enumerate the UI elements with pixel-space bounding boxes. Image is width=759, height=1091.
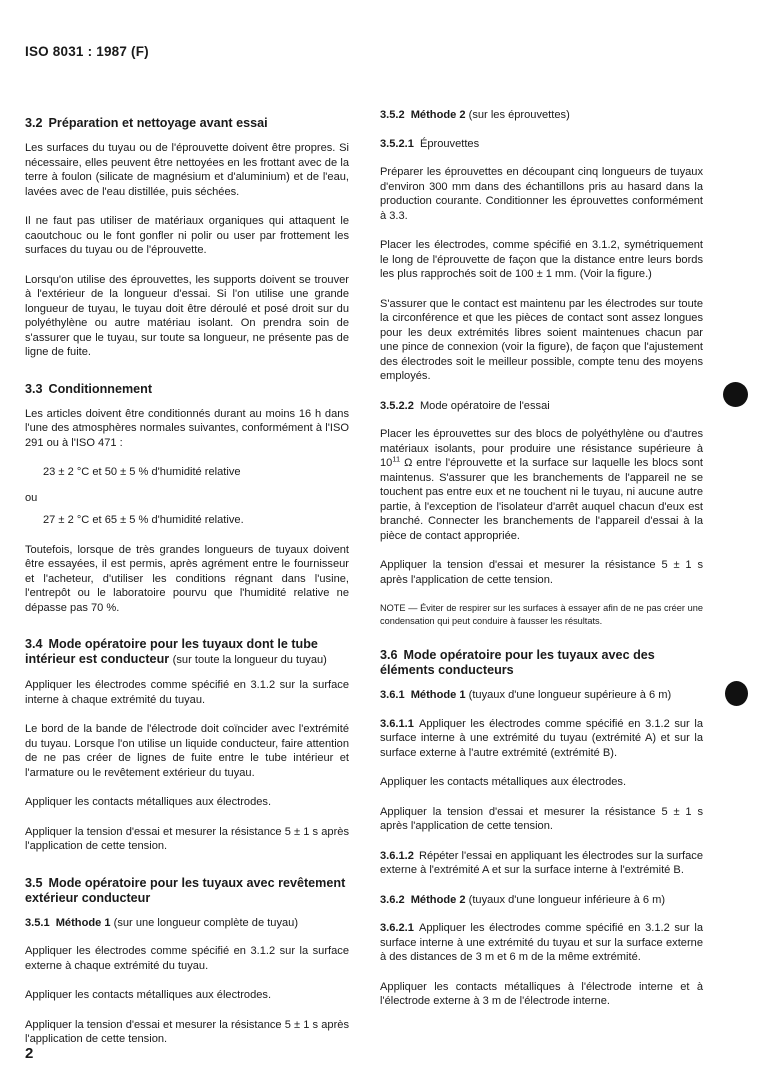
condition-or: ou — [25, 491, 38, 504]
paragraph: Le bord de la bande de l'électrode doit coïncider avec l'extrémité du tuyau. Lorsque l'on utilise un liquide conducteur, faire attention de ne pas créer de lignes de fuite entre le tube intérieur et l'armature ou le revêtement extérieur du tuyau. — [25, 723, 349, 779]
condition-2: 27 ± 2 °C et 65 ± 5 % d'humidité relative. — [43, 514, 244, 526]
subsection-number: 3.6.1.1 — [380, 717, 414, 730]
paragraph: Les articles doivent être conditionnés durant au moins 16 h dans l'une des atmosphères normales suivantes, conformément à l'ISO 291 ou à l'ISO 471 : — [25, 407, 349, 449]
section-title: Conditionnement — [48, 381, 153, 396]
paragraph: S'assurer que le contact est maintenu par les électrodes sur toute la circonférence et que les pièces de contact sont assez longues pour les deux extrémités libres soient maintenues chacun par une pince de connexion (voir la figure), de façon que l'ajustement des électrodes soit le meilleur possible, compte tenu des moyens employés. — [380, 297, 703, 382]
section-3-5-heading — [25, 876, 349, 906]
subsection-number: 3.6.1.2 — [380, 849, 414, 862]
subsection-number: 3.5.2 — [380, 109, 405, 121]
text-run: Appliquer les électrodes comme spécifié en 3.1.2 sur la surface interne à une extrémité du tuyau (extrémité A) et sur la surface externe à l'autre extrémité (extrémité B). — [380, 717, 703, 759]
subsection-label: Méthode 2 — [410, 893, 466, 906]
subsection-3-5-2-heading — [380, 108, 703, 123]
subsection-number: 3.5.2.1 — [380, 137, 414, 150]
subsection-number: 3.5.2.2 — [380, 399, 414, 412]
margin-mark-dot — [725, 681, 748, 706]
section-title: Mode opératoire pour les tuyaux avec des éléments conducteurs — [380, 648, 655, 677]
subsection-title: Mode opératoire de l'essai — [419, 399, 550, 412]
paragraph — [380, 427, 703, 543]
paragraph: Appliquer les électrodes comme spécifié en 3.1.2 sur la surface interne à chaque extrémité du tuyau. — [25, 679, 349, 706]
section-title: Mode opératoire pour les tuyaux dont le tube intérieur est conducteur — [25, 637, 318, 666]
subsection-qualifier: (sur les éprouvettes) — [468, 109, 570, 121]
document-header: ISO 8031 : 1987 (F) — [25, 44, 149, 59]
text-run: Appliquer les électrodes comme spécifié en 3.1.2 sur la surface interne à une extrémité du tuyau et sur la surface externe à des distances de 3 m et 6 m de la même extrémité. — [380, 922, 703, 963]
paragraph: Appliquer les contacts métalliques à l'électrode interne et à l'électrode externe à 3 m de l'électrode interne. — [380, 980, 703, 1007]
text-run: Placer les éprouvettes sur des blocs de polyéthylène ou d'autres matériaux isolants, pour produire une résistance supérieure à 10 — [380, 428, 703, 469]
paragraph: Appliquer les contacts métalliques aux électrodes. — [380, 776, 627, 788]
section-title: Préparation et nettoyage avant essai — [48, 116, 268, 130]
subsection-3-5-1-heading — [25, 916, 349, 931]
margin-mark-dot — [723, 382, 748, 407]
section-number: 3.6 — [380, 648, 398, 662]
paragraph: Appliquer la tension d'essai et mesurer la résistance 5 ± 1 s après l'application de cette tension. — [25, 825, 349, 852]
subsection-number: 3.6.2 — [380, 893, 405, 906]
subsection-label: Méthode 1 — [55, 916, 111, 929]
paragraph: Lorsqu'on utilise des éprouvettes, les supports doivent se trouver à l'extérieur de la longueur d'essai. Si l'on utilise une grande longueur de tuyau, le tuyau doit être déroulé et posé droit sur du polyéthylène ou autre matériau isolant. On prendra soin de s'assurer que le tuyau, sur toute sa longueur, ne présente pas de ligne de fuite. — [25, 273, 349, 358]
section-title: Mode opératoire pour les tuyaux avec revêtement extérieur conducteur — [25, 875, 346, 905]
note: NOTE — Éviter de respirer sur les surfaces à essayer afin de ne pas créer une condensation qui peut conduire à fausser les résultats. — [380, 603, 703, 626]
section-number: 3.5 — [25, 875, 43, 890]
section-3-3-heading — [25, 382, 349, 397]
exponent: 11 — [392, 454, 401, 464]
text-run: Répéter l'essai en appliquant les électrodes sur la surface externe à l'extrémité A et sur la surface interne à l'extrémité B. — [380, 849, 703, 876]
subsection-3-5-2-1-heading — [380, 137, 703, 152]
paragraph: Préparer les éprouvettes en découpant cinq longueurs de tuyaux d'environ 300 mm dans des échantillons pris au hasard dans la production courante. Conditionner les éprouvettes conformément à 3.3. — [380, 166, 703, 222]
page-number: 2 — [25, 1045, 34, 1062]
section-3-6-heading — [380, 648, 703, 678]
paragraph: Appliquer les électrodes comme spécifié en 3.1.2 sur la surface externe à chaque extrémité du tuyau. — [25, 945, 349, 972]
paragraph: Il ne faut pas utiliser de matériaux organiques qui attaquent le caoutchouc ou le font gonfler ni polir ou user par frottement les surfaces du tuyau ou de l'éprouvette. — [25, 215, 349, 256]
subsection-qualifier: (tuyaux d'une longueur supérieure à 6 m) — [468, 689, 672, 701]
text-run: Ω entre l'éprouvette et la surface sur laquelle les blocs sont maintenus. S'assurer que les branchements de l'appareil ne se touchent pas entre eux et ne touchent ni le tuyau, ni aucune autre partie, à l'exception de l'isolateur d'arrêt auquel chacun d'eux est branché. Connecter les branchements de l'appareil d'essai à la pièce de contact appropriée. — [380, 457, 703, 542]
subsection-3-6-2-heading — [380, 893, 703, 908]
paragraph: Appliquer les contacts métalliques aux électrodes. — [25, 796, 272, 808]
paragraph: Appliquer la tension d'essai et mesurer la résistance 5 ± 1 s après l'application de cette tension. — [380, 805, 703, 832]
section-number: 3.4 — [25, 637, 43, 651]
paragraph: Appliquer la tension d'essai et mesurer la résistance 5 ± 1 s après l'application de cette tension. — [380, 559, 703, 586]
paragraph: Appliquer la tension d'essai et mesurer la résistance 5 ± 1 s après l'application de cette tension. — [25, 1018, 349, 1045]
condition-1: 23 ± 2 °C et 50 ± 5 % d'humidité relative — [43, 466, 241, 478]
subsection-3-5-2-2-heading — [380, 399, 703, 414]
section-number: 3.3 — [25, 381, 43, 396]
subsection-number: 3.6.1 — [380, 689, 405, 701]
subsection-label: Méthode 1 — [410, 689, 466, 701]
subsection-3-6-1-heading — [380, 688, 703, 703]
section-number: 3.2 — [25, 116, 43, 130]
paragraph: Les surfaces du tuyau ou de l'éprouvette doivent être propres. Si nécessaire, elles peuvent être nettoyées en les frottant avec de la terre à foulon (silicate de magnésium et d'aluminium) et de l'eau, lavées avec de l'eau distillée, puis séchées. — [25, 142, 349, 198]
subsection-number: 3.6.2.1 — [380, 922, 414, 934]
paragraph — [380, 717, 703, 761]
subsection-qualifier: (tuyaux d'une longueur inférieure à 6 m) — [468, 893, 666, 906]
subsection-number: 3.5.1 — [25, 916, 50, 929]
subsection-label: Méthode 2 — [410, 109, 466, 121]
section-3-2-heading — [25, 116, 349, 131]
paragraph — [380, 849, 703, 878]
left-column — [25, 108, 349, 1062]
paragraph: Placer les électrodes, comme spécifié en 3.1.2, symétriquement le long de l'éprouvette de façon que la distance entre leurs bords les plus rapprochés soit de 100 ± 1 mm. (Voir la figure.) — [380, 239, 703, 280]
paragraph: Appliquer les contacts métalliques aux électrodes. — [25, 989, 272, 1001]
subsection-qualifier: (sur une longueur complète de tuyau) — [113, 916, 299, 929]
section-qualifier: (sur toute la longueur du tuyau) — [172, 654, 327, 666]
paragraph: Toutefois, lorsque de très grandes longueurs de tuyaux doivent être essayées, il est permis, après agrément entre le fournisseur et l'acheteur, d'utiliser les conditions régnant dans l'usine, l'entrepôt ou le laboratoire pourvu que l'humidité relative ne dépasse pas 70 %. — [25, 543, 349, 614]
right-column — [380, 108, 703, 1024]
paragraph — [380, 921, 703, 965]
subsection-title: Éprouvettes — [419, 137, 480, 150]
section-3-4-heading — [25, 637, 349, 668]
